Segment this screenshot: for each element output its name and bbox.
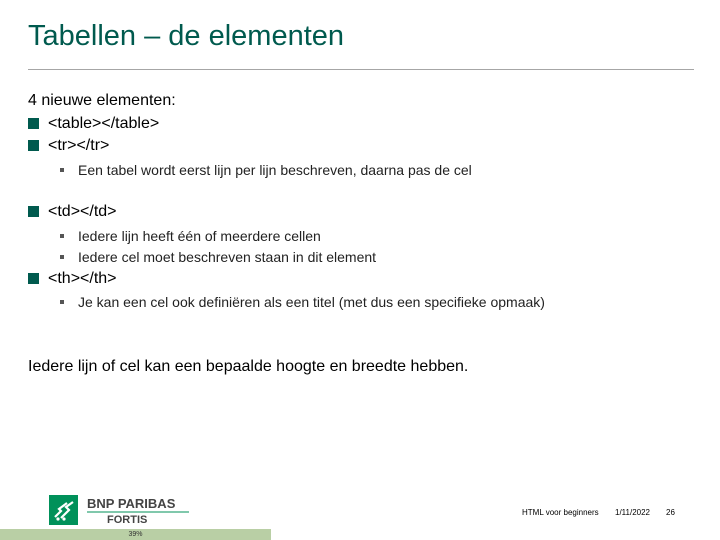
bullet-label: <table></table> xyxy=(48,115,160,132)
subbullet-th-1 xyxy=(60,294,545,310)
intro-text: 4 nieuwe elementen: xyxy=(28,92,176,109)
checkbox-bullet-icon xyxy=(28,206,39,217)
footer-page-number: 26 xyxy=(666,508,675,517)
logo-line2: FORTIS xyxy=(107,514,148,526)
checkbox-bullet-icon xyxy=(28,273,39,284)
square-bullet-icon xyxy=(60,300,64,304)
bullet-table xyxy=(28,115,159,133)
subbullet-label: Iedere cel moet beschreven staan in dit element xyxy=(78,249,377,265)
title-divider xyxy=(28,69,694,70)
subbullet-label: Een tabel wordt eerst lijn per lijn beschreven, daarna pas de cel xyxy=(78,162,472,178)
slide-title: Tabellen – de elementen xyxy=(28,20,345,52)
subbullet-label: Iedere lijn heeft één of meerdere cellen xyxy=(78,228,321,244)
subbullet-td-1 xyxy=(60,228,321,244)
footer-course: HTML voor beginners xyxy=(522,508,599,517)
square-bullet-icon xyxy=(60,168,64,172)
bullet-th xyxy=(28,270,117,288)
logo-line1: BNP PARIBAS xyxy=(87,496,176,511)
square-bullet-icon xyxy=(60,255,64,259)
checkbox-bullet-icon xyxy=(28,140,39,151)
bullet-label: <td></td> xyxy=(48,203,117,220)
checkbox-bullet-icon xyxy=(28,118,39,129)
subbullet-label: Je kan een cel ook definiëren als een titel (met dus een specifieke opmaak) xyxy=(78,294,545,310)
bullet-label: <tr></tr> xyxy=(48,137,110,154)
progress-label: 39% xyxy=(128,531,143,538)
progress-bar xyxy=(0,529,271,540)
square-bullet-icon xyxy=(60,234,64,238)
summary-text: Iedere lijn of cel kan een bepaalde hoogte en breedte hebben. xyxy=(28,358,469,375)
bullet-tr xyxy=(28,137,109,155)
subbullet-td-2 xyxy=(60,249,376,265)
footer-date: 1/11/2022 xyxy=(615,508,650,517)
bullet-label: <th></th> xyxy=(48,270,117,287)
subbullet-tr-1 xyxy=(60,162,472,178)
bnp-paribas-fortis-logo xyxy=(49,495,199,532)
bullet-td xyxy=(28,203,117,221)
